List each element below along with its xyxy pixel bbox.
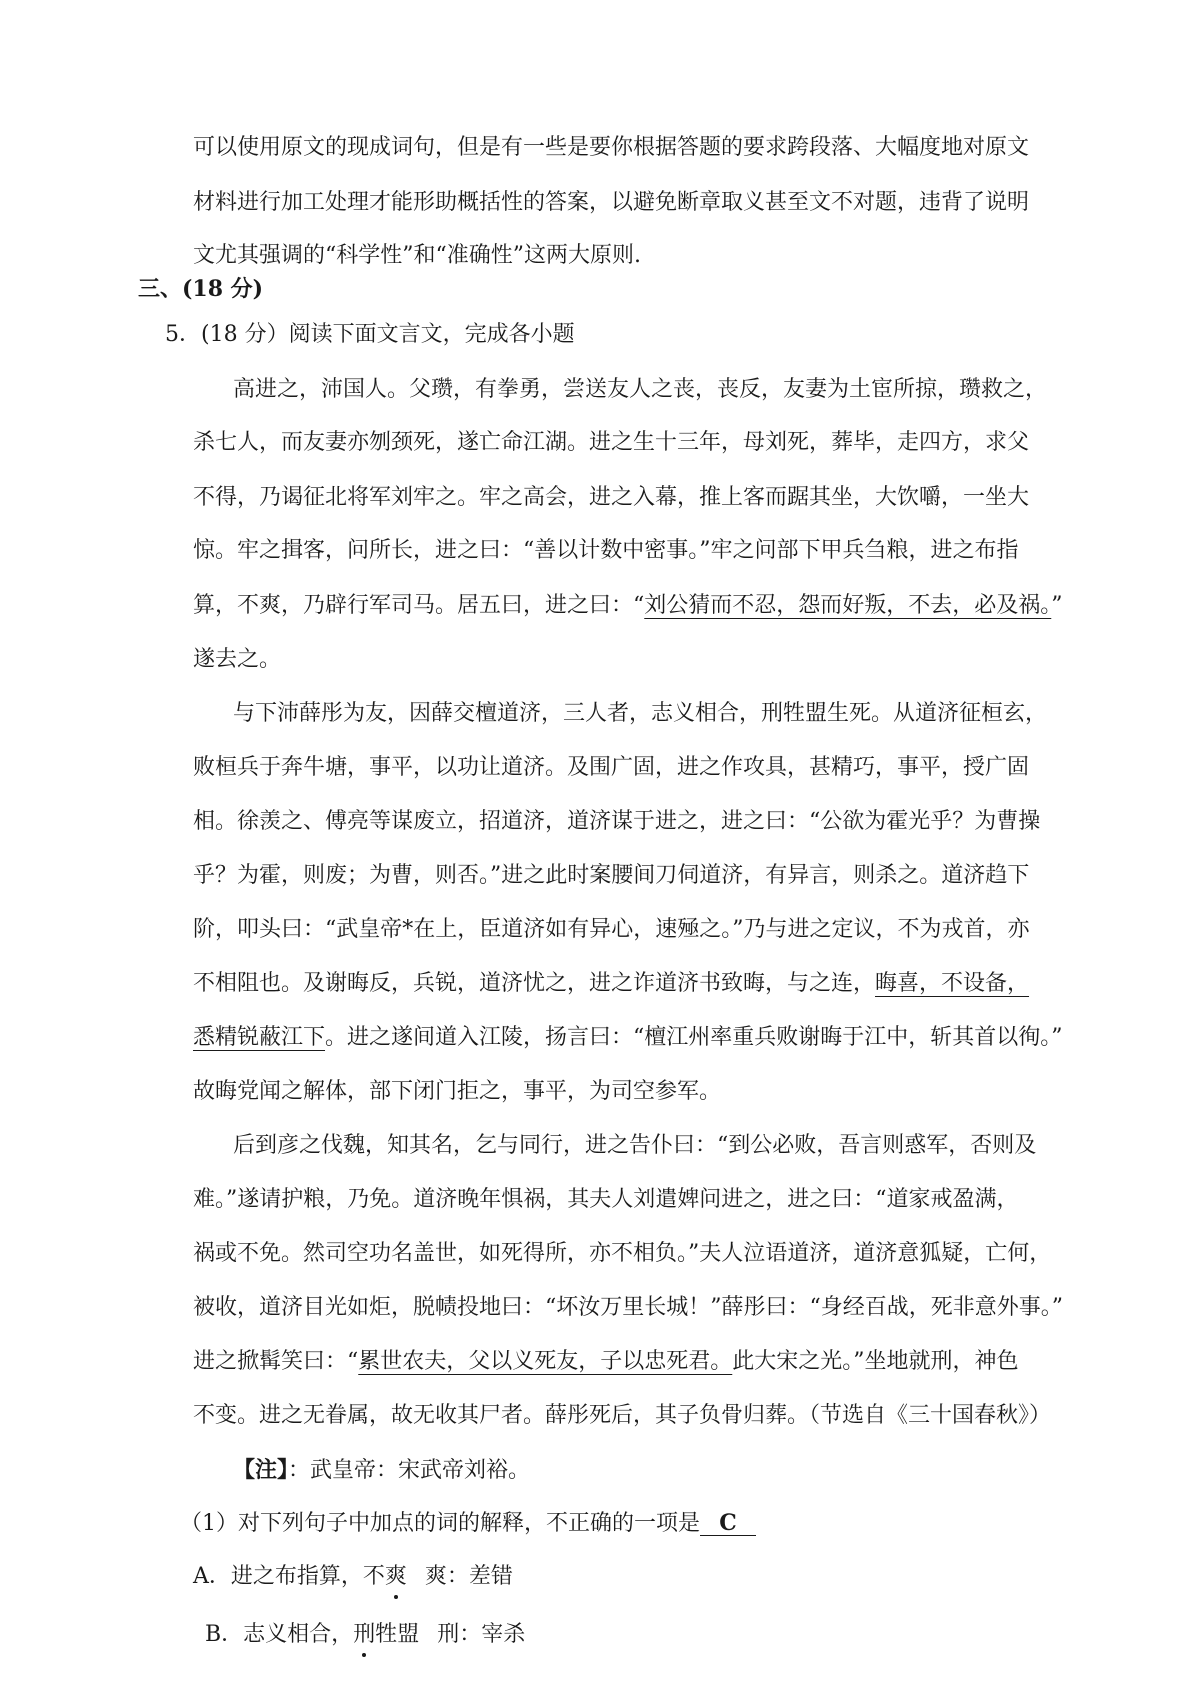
passage-p1-line-4: 惊。牢之揖客，问所长，进之曰：“善以计数中密事。”牢之问部下甲兵刍粮，进之布指 <box>193 538 1019 563</box>
passage-p1-line-3: 不得，乃谒征北将军刘牢之。牢之高会，进之入幕，推上客而踞其坐，大饮嚼，一坐大 <box>193 485 1030 510</box>
passage-p1-line-6: 遂去之。 <box>193 647 282 672</box>
passage-p2-line-7 <box>193 1023 1063 1053</box>
passage-p2-line-2: 败桓兵于奔牛塘，事平，以功让道济。及围广固，进之作攻具，甚精巧，事平，授广固 <box>193 755 1030 780</box>
passage-text: 算，不爽，乃辟行军司马。居五曰，进之曰：“ <box>193 593 645 618</box>
option-a-gloss: 爽：差错 <box>424 1564 513 1589</box>
underlined-sentence: 累世农夫，父以义死友，子以忠死君。 <box>358 1349 733 1374</box>
underlined-sentence: 晦喜，不设备， <box>875 971 1030 996</box>
passage-text: ” <box>1051 593 1063 618</box>
subquestion-1 <box>180 1509 756 1539</box>
passage-text: 不相阻也。及谢晦反，兵锐，道济忧之，进之诈道济书致晦，与之连， <box>193 971 876 996</box>
dotted-word: 爽 <box>384 1564 407 1589</box>
note-text: ：武皇帝：宋武帝刘裕。 <box>288 1458 531 1483</box>
intro-line-2: 材料进行加工处理才能形助概括性的答案，以避免断章取义甚至文不对题，违背了说明 <box>193 190 1030 215</box>
intro-line-1: 可以使用原文的现成词句，但是有一些是要你根据答题的要求跨段落、大幅度地对原文 <box>193 135 1030 160</box>
passage-p1-line-1: 高进之，沛国人。父瓒，有拳勇，尝送友人之丧，丧反，友妻为土宦所掠，瓒救之， <box>233 377 1048 402</box>
answer-blank: C <box>700 1511 756 1536</box>
passage-p3-line-5 <box>193 1347 1019 1377</box>
option-b <box>205 1620 525 1650</box>
passage-p3-line-4: 被收，道济目光如炬，脱帻投地曰：“坏汝万里长城！”薛彤曰：“身经百战，死非意外事。” <box>193 1295 1063 1320</box>
passage-text: 。进之遂间道入江陵，扬言曰：“檀江州率重兵败谢晦于江中，斩其首以徇。” <box>325 1025 1063 1050</box>
option-a-text: 进之布指算，不 <box>230 1564 385 1589</box>
option-b-text-2: 牲盟 <box>375 1622 420 1647</box>
option-b-gloss: 刑：宰杀 <box>437 1622 526 1647</box>
question-stem: 5．(18 分）阅读下面文言文，完成各小题 <box>165 322 575 347</box>
passage-p2-line-6 <box>193 969 1029 999</box>
option-b-label: B． <box>205 1622 244 1647</box>
passage-p2-line-4: 乎？为霍，则废；为曹，则否。”进之此时案腰间刀伺道济，有异言，则杀之。道济趋下 <box>193 863 1030 888</box>
subquestion-stem: （1）对下列句子中加点的词的解释，不正确的一项是 <box>180 1511 700 1536</box>
passage-p2-line-1: 与下沛薛彤为友，因薛交檀道济，三人者，志义相合，刑牲盟生死。从道济征桓玄， <box>233 701 1048 726</box>
option-b-text: 志义相合， <box>243 1622 354 1647</box>
passage-text: 进之掀髯笑曰：“ <box>193 1349 359 1374</box>
passage-text: 此大宋之光。”坐地就刑，神色 <box>732 1349 1019 1374</box>
passage-p3-line-2: 难。”遂请护粮，乃免。道济晚年惧祸，其夫人刘遣婢问进之，进之曰：“道家戒盈满， <box>193 1187 1019 1212</box>
underlined-sentence: 悉精锐蔽江下 <box>193 1025 326 1050</box>
passage-p2-line-3: 相。徐羡之、傅亮等谋废立，招道济，道济谋于进之，进之曰：“公欲为霍光乎？为曹操 <box>193 809 1041 834</box>
passage-p3-line-3: 祸或不免。然司空功名盖世，如死得所，亦不相负。”夫人泣语道济，道济意狐疑，亡何， <box>193 1241 1052 1266</box>
note-label: 【注】 <box>233 1457 289 1483</box>
passage-p2-line-5: 阶，叩头曰：“武皇帝*在上，臣道济如有异心，速殛之。”乃与进之定议，不为戎首，亦 <box>193 917 1030 942</box>
passage-p1-line-2: 杀七人，而友妻亦刎颈死，遂亡命江湖。进之生十三年，母刘死，葬毕，走四方，求父 <box>193 430 1030 455</box>
intro-line-3: 文尤其强调的“科学性”和“准确性”这两大原则. <box>193 243 641 268</box>
option-a <box>193 1562 513 1592</box>
passage-p2-line-8: 故晦党闻之解体，部下闭门拒之，事平，为司空参军。 <box>193 1079 722 1104</box>
dotted-word: 刑 <box>353 1622 376 1647</box>
underlined-sentence: 刘公猜而不忍，怨而好叛，不去，必及祸。 <box>644 593 1052 618</box>
passage-p1-line-5 <box>193 591 1063 621</box>
passage-p3-line-6: 不变。进之无眷属，故无收其尸者。薛彤死后，其子负骨归葬。（节选自《三十国春秋》） <box>193 1403 1052 1428</box>
note <box>233 1455 530 1485</box>
option-a-label: A． <box>193 1564 231 1589</box>
passage-p3-line-1: 后到彦之伐魏，知其名，乞与同行，进之告仆曰：“到公必败，吾言则惑军，否则及 <box>233 1133 1037 1158</box>
section-heading: 三、(18 分) <box>138 276 264 302</box>
